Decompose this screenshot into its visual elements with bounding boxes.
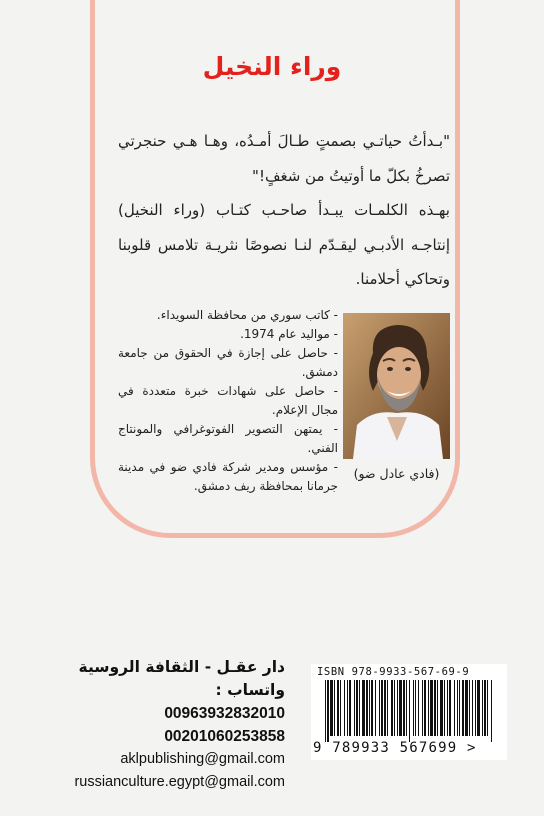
author-caption: (فادي عادل ضو) bbox=[353, 466, 440, 481]
isbn-barcode bbox=[311, 664, 507, 760]
bio-item: - يمتهن التصوير الفوتوغرافي والمونتاج الفني. bbox=[118, 422, 338, 455]
author-photo bbox=[343, 313, 450, 459]
barcode-digits: 9 789933 567699 > bbox=[313, 740, 477, 756]
bio-item: - مؤسس ومدير شركة فادي ضو في مدينة جرمانا بمحافظة ريف دمشق. bbox=[118, 460, 338, 493]
intro-text bbox=[118, 124, 450, 297]
bio-item: - كاتب سوري من محافظة السويداء. bbox=[156, 308, 338, 322]
publisher-name: دار عقـل - الثقافة الروسية bbox=[78, 658, 285, 676]
email-address: russianculture.egypt@gmail.com bbox=[74, 774, 285, 790]
email-address: aklpublishing@gmail.com bbox=[120, 751, 285, 767]
bio-item: - مواليد عام 1974. bbox=[240, 327, 338, 341]
intro-quote: "بـدأتُ حياتـي بصمتٍ طـالَ أمـدُه، وهـا هـي حنجرتي تصرخُ بكلّ ما أوتيتُ من شغفٍ!" bbox=[118, 132, 450, 185]
book-title: وراء النخيل bbox=[202, 52, 342, 81]
publisher-info bbox=[60, 656, 285, 794]
intro-paragraph: بهـذه الكلمـات يبـدأ صاحـب كتـاب (وراء النخيل) إنتاجـه الأدبـي ليقـدّم لنـا نصوصًا نثريـة تلامس قلوبنا وتحاكي أحلامنا. bbox=[118, 201, 450, 288]
phone-number: 00201060253858 bbox=[164, 728, 285, 745]
whatsapp-label: واتساب : bbox=[215, 681, 285, 699]
phone-number: 00963932832010 bbox=[164, 705, 285, 722]
bio-item: - حاصل على شهادات خبرة متعددة في مجال الإعلام. bbox=[118, 384, 338, 417]
bio-item: - حاصل على إجازة في الحقوق من جامعة دمشق. bbox=[118, 346, 338, 379]
isbn-label: ISBN 978-9933-567-69-9 bbox=[317, 666, 470, 678]
barcode-icon bbox=[315, 680, 503, 742]
author-bio bbox=[118, 306, 338, 496]
